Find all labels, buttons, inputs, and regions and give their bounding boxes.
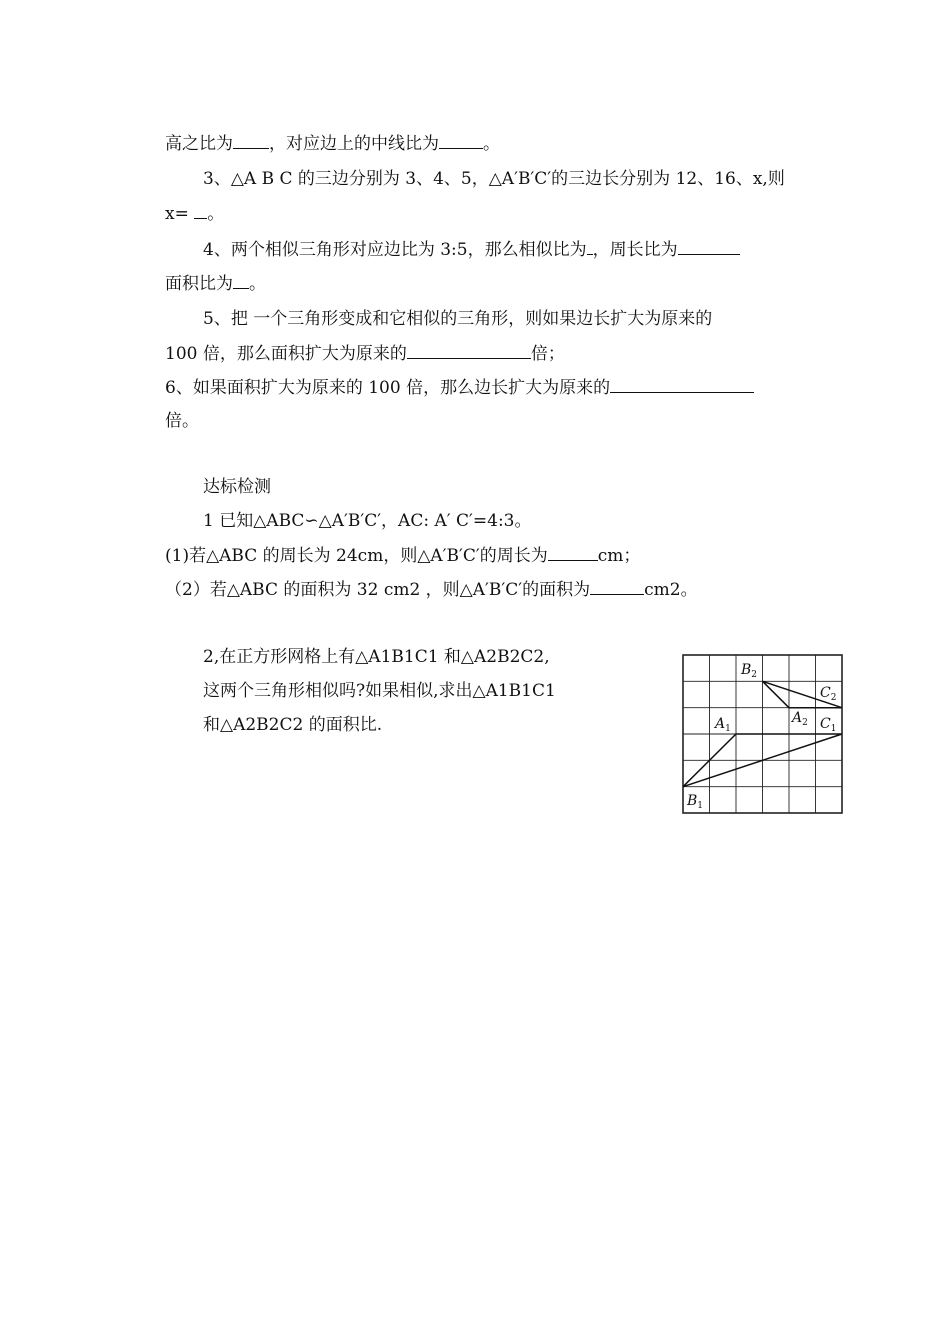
test-question-1: 1 已知△ABC∽△A′B′C′，AC: A′ C′=4:3。 xyxy=(203,511,532,531)
question-6-tail: 倍。 xyxy=(165,411,199,431)
test-question-1-part-2: （2）若△ABC 的面积为 32 cm2 ，则△A′B′C′的面积为 cm2。 xyxy=(165,580,698,600)
answer-blank[interactable] xyxy=(233,133,269,149)
question-6: 6、如果面积扩大为原来的 100 倍，那么边长扩大为原来的 xyxy=(165,377,754,398)
label-c2: $C_2$ xyxy=(820,685,837,703)
section-heading: 达标检测 xyxy=(203,477,271,497)
test-question-2-line-3: 和△A2B2C2 的面积比. xyxy=(203,715,383,735)
test-question-2-line-1: 2,在正方形网格上有△A1B1C1 和△A2B2C2, xyxy=(203,647,550,667)
answer-blank[interactable] xyxy=(233,273,249,289)
test-question-1-part-1: (1)若△ABC 的周长为 24cm，则△A′B′C′的周长为 cm； xyxy=(165,546,641,566)
question-3: 3、△A B C 的三边分别为 3、4、5，△A′B′C′的三边长分别为 12、16、x,则 xyxy=(203,169,785,189)
question-5: 5、把 一个三角形变成和它相似的三角形，则如果边长扩大为原来的 xyxy=(203,309,713,329)
question-3-answer-line: x= 。 xyxy=(165,204,225,224)
answer-blank[interactable] xyxy=(439,133,483,149)
question-4: 4、两个相似三角形对应边比为 3:5，那么相似比为 ，周长比为 xyxy=(203,239,740,260)
answer-blank[interactable] xyxy=(407,343,531,359)
question-4-area-line: 面积比为 。 xyxy=(165,274,266,294)
answer-blank[interactable] xyxy=(590,579,644,595)
question-5-answer-line: 100 倍，那么面积扩大为原来的 倍； xyxy=(165,344,565,364)
question-2-tail: 高之比为 ，对应边上的中线比为 。 xyxy=(165,134,500,154)
label-b2: $B_2$ xyxy=(741,662,758,680)
label-b1: $B_1$ xyxy=(687,793,704,811)
answer-blank[interactable] xyxy=(548,545,598,561)
answer-blank[interactable] xyxy=(678,239,740,255)
label-a2: $A_2$ xyxy=(792,710,808,728)
answer-blank[interactable] xyxy=(610,377,754,393)
label-c1: $C_1$ xyxy=(820,716,837,734)
test-question-2-line-2: 这两个三角形相似吗?如果相似,求出△A1B1C1 xyxy=(203,681,556,701)
vertex-labels xyxy=(686,662,836,811)
label-a1: $A_1$ xyxy=(715,716,731,734)
answer-blank[interactable] xyxy=(194,203,207,219)
square-grid-figure xyxy=(681,653,845,815)
